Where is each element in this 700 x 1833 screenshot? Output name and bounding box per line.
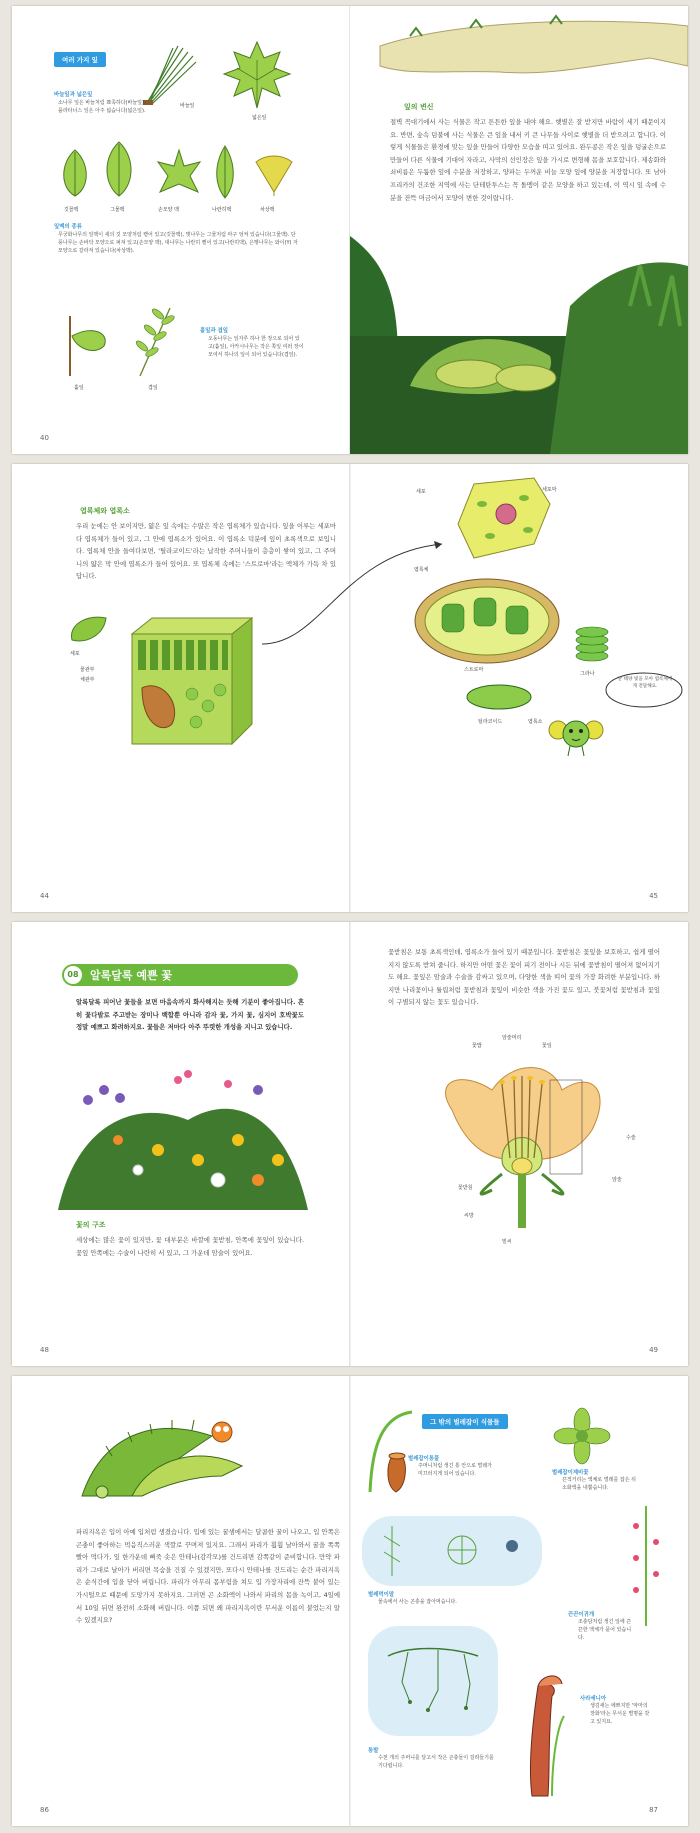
item-4-title: 끈끈이귀개 (568, 1612, 595, 1618)
chloroplast-label: 엽록체 (414, 567, 429, 573)
needle-text: 소나무 잎은 바늘처럼 뾰족하다(바늘잎). 플라타너스 잎은 아주 넓습니다(넓은잎). (58, 100, 146, 114)
page-number-left: 86 (40, 1806, 49, 1814)
right-body-text: 꽃받침은 보통 초록색인데, 엽록소가 들어 있기 때문입니다. 꽃받침은 꽃잎을 보호하고, 쉽게 떨어지지 않도록 받쳐 줍니다. 하지만 어떤 꽃은 꽃이 피기 전이나 시든 뒤에 꽃받침이 떨어져 없어지기도 해요. 꽃잎은 암술과 수술을 감싸고 있으며, 다양한 색을 띠어 꽃의 가장 화려한 부분입니다. 하지만 나리꽃이나 튤립처럼 꽃받침과 꽃잎이 비슷한 색을 가진 꽃도 있고, 붓꽃처럼 꽃받침과 꽃잎이 구별되지 않는 꽃도 있습니다. (388, 948, 660, 1007)
ovule-label: 밑씨 (502, 1239, 512, 1245)
gutter (349, 1376, 351, 1826)
section-badge: 그 밖의 벌레잡이 식물들 (422, 1414, 508, 1429)
chapter-title: 알록달록 예쁜 꽃 (90, 969, 173, 982)
spread-carnivorous (12, 1376, 688, 1826)
thylakoid-label: 틸라코이드 (478, 719, 503, 725)
vein-palm-label: 손모양 맥 (158, 207, 179, 213)
plant-cell-illustration (454, 474, 554, 564)
chapter-number: 08 (64, 966, 82, 984)
item-5-title: 통발 (368, 1748, 379, 1754)
venus-flytrap-illustration (72, 1396, 252, 1506)
stroma-label: 스트로마 (464, 667, 484, 673)
compound-leaf-illustration (130, 306, 186, 376)
gutter (349, 922, 351, 1366)
sepal-label: 꽃받침 (458, 1185, 473, 1191)
flower-garden-illustration (58, 1060, 308, 1210)
page-number-left: 40 (40, 434, 49, 442)
item-5-text: 수천 개의 주머니를 달고서 작은 곤충들이 걸려들기를 기다립니다. (378, 1755, 494, 1769)
grana-illustration (572, 624, 612, 664)
thylakoid-illustration (464, 682, 534, 712)
leaf-parallel-illustration (212, 144, 238, 200)
cell-label-top: 세포 (416, 489, 426, 495)
item-2-title: 벌레잡이제비꽃 (552, 1470, 589, 1476)
sarracenia-illustration (512, 1666, 572, 1796)
compound-subheading: 홑잎과 겹잎 (200, 328, 228, 334)
chloroplast-title: 엽록체와 엽록소 (80, 507, 130, 515)
spread-leaves (12, 6, 688, 454)
sundew-illustration (626, 1506, 666, 1626)
pollen-label: 꽃밥 (472, 1043, 482, 1049)
water-plant-illustration (362, 1516, 542, 1586)
grana-label: 그라나 (580, 671, 595, 677)
compound-text: 오동나무는 잎자루 하나 한 장으로 되어 있고(홑잎), 아카시나무는 작은 쪽잎 여러 장이 모여서 하나의 잎이 되어 있습니다(겹잎). (208, 336, 304, 358)
leaf-cross-section-illustration (122, 614, 262, 754)
broad-leaf-label: 넓은잎 (252, 115, 267, 121)
vein-fan-label: 차상맥 (260, 207, 275, 213)
item-2-text: 끈적거리는 액체로 벌레를 잡은 뒤 소화액을 내뿜습니다. (562, 1477, 636, 1491)
compound-leaf-label: 겹잎 (148, 385, 158, 391)
item-3-title: 벌레먹이말 (368, 1592, 395, 1598)
leaf-net-illustration (104, 140, 134, 200)
vein-parallel-label: 나란히맥 (212, 207, 232, 213)
needle-leaf-label: 바늘잎 (180, 103, 195, 109)
item-1-title: 벌레잡이통풀 (408, 1456, 440, 1462)
chlorophyll-label: 엽록소 (528, 719, 543, 725)
leaf-ginkgo-illustration (252, 152, 296, 196)
maple-broad-leaf-illustration (222, 40, 292, 110)
section-badge: 여러 가지 잎 (54, 52, 106, 67)
chloroplast-illustration (412, 576, 562, 666)
page-number-right: 87 (649, 1806, 658, 1814)
simple-leaf-label: 홑잎 (74, 385, 84, 391)
page-number-right: 45 (649, 892, 658, 900)
flower-structure-text: 세상에는 많은 꽃이 있지만, 꽃 대부분은 바깥에 꽃받침, 안쪽에 꽃잎이 있습니다. 꽃잎 안쪽에는 수술이 나란히 서 있고, 그 가운데 암술이 있어요. (76, 1236, 304, 1257)
cell-wall-label: 세포막 (542, 487, 557, 493)
chapter-intro: 알록달록 피어난 꽃들을 보면 마음속까지 화사해지는 듯해 기분이 좋아집니다. 흔히 꽃다발로 주고받는 장미나 백합뿐 아니라 감자 꽃, 가지 꽃, 심지어 호박꽃도 정말 예쁘고 화려하지요. 꽃들은 저마다 아주 뚜렷한 개성을 지니고 있습니다. (76, 998, 304, 1032)
item-3-text: 물속에서 사는 곤충을 잡아먹습니다. (378, 1599, 457, 1605)
flower-cross-section-illustration (432, 1050, 612, 1230)
spread-flowers (12, 922, 688, 1366)
item-6-title: 사라세니아 (580, 1696, 607, 1702)
xylem-label: 물관부 (80, 667, 95, 673)
bladderwort-illustration (368, 1626, 498, 1736)
cell-label-left: 세포 (70, 651, 80, 657)
stigma-label: 암술머리 (502, 1035, 522, 1041)
page-number-left: 44 (40, 892, 49, 900)
pistil-label: 암술 (612, 1177, 622, 1183)
ovary-label: 씨방 (464, 1213, 474, 1219)
item-6-text: 생김새는 에쁘지만 '악마의 장화'라는 무서운 별명을 갖고 있지요. (590, 1703, 650, 1725)
butterwort-illustration (552, 1406, 612, 1466)
vein-types-subheading: 잎맥의 종류 (54, 224, 82, 230)
phloem-label: 체관부 (80, 677, 95, 683)
item-1-text: 주머니처럼 생긴 통 안으로 벌레가 미끄러지게 되어 있습니다. (418, 1463, 492, 1477)
vein-net-label: 그물맥 (110, 207, 125, 213)
vein-smooth-label: 깃꼴맥 (64, 207, 79, 213)
page-number-left: 48 (40, 1346, 49, 1354)
stamen-label: 수술 (626, 1135, 636, 1141)
spread-chloroplast (12, 464, 688, 912)
petal-label: 꽃잎 (542, 1043, 552, 1049)
gutter (349, 464, 351, 912)
chloroplast-text: 우리 눈에는 안 보이지만, 얇은 잎 속에는 수많은 작은 엽록체가 있습니다. 잎을 이루는 세포마다 엽록체가 들어 있고, 그 안에 엽록소가 있어요. 이 엽록소 덕분에 잎이 초록색으로 보입니다. 엽록체 안을 들여다보면, '틸라코이드'라는 납작한 주머니들이 층층이 쌓여 있고, 그 주머니의 얇은 막 안에 엽록소가 들어 있어요. 또 엽록체 속에는 '스트로마'라는 액체가 가득 차 있답니다. (76, 522, 336, 581)
page-number-right: 49 (649, 1346, 658, 1354)
leaf-icon (68, 614, 108, 644)
speech-bubble: 난 태양 빛을 모아 엽록체에게 전달해요. (617, 677, 673, 689)
right-section-title: 잎의 변신 (404, 103, 434, 111)
flytrap-body-text: 파리지옥은 입이 아예 입처럼 생겼습니다. 입에 있는 꿀샘에서는 달콤한 꿀이 나오고, 입 안쪽은 곤충이 좋아하는 먹음직스러운 색깔로 꾸며져 있지요. 그래서 파리가 훨훨 날아와서 꿀을 쪽쪽 빨아 먹다가, 잎 한가운데 삐죽 솟은 안테나(감각모)를 건드리면 감쪽같이 준비합니다. 만약 파리가 그대로 날아가 버리면 목숨을 건질 수 있겠지만, 또다시 안테나를 건드리는 순간 파리지옥은 순식간에 입을 닫아 버립니다. 파리가 아무리 몸부림을 쳐도 입 가장자리에 잔뜩 붙어 있는 가시털으로 때문에 도망가지 못하지요. 그러면 곤 소화액이 나와서 파리의 몸을 녹이고, 4일에서 10일 뒤면 완전히 소화해 버립니다. 이쯤 되면 왜 파리지옥이란 무서운 이름이 붙었는지 알 수 있겠지요? (76, 1528, 340, 1625)
pitcher-plant-illustration (362, 1406, 422, 1496)
item-4-text: 조충담처럼 생긴 잎에 끈끈한 액체가 묻어 있습니다. (578, 1619, 632, 1641)
leaf-smooth-illustration (60, 148, 90, 198)
needle-subheading: 바늘잎과 넓은잎 (54, 92, 93, 98)
leaf-palm-illustration (154, 148, 204, 198)
cliff-jungle-illustration (350, 6, 688, 454)
flower-structure-title: 꽃의 구조 (76, 1221, 106, 1229)
vein-types-text: 무궁화나무의 잎맥이 새의 깃 모양처럼 뻗어 있고(깃꼴맥), 벚나무는 그물처럼 마구 엉켜 있습니다(그물맥). 단풍나무는 손바닥 모양으로 퍼져 있고(손모양 맥), 대나무는 나란히 뻗어 있고(나란히맥), 은행나무는 와이(Y) 자 모양으로 갈라져 있습니다(차상맥). (58, 232, 298, 254)
right-body-text: 절벽 꼭대기에서 사는 식물은 작고 튼튼한 잎을 내야 해요. 햇볕은 잘 받지만 바람이 세기 때문이지요. 반면, 숲속 덤불에 사는 식물은 큰 잎을 내서 키 큰 나무들 사이로 햇볕을 더 받으려고 합니다. 이렇게 식물들은 환경에 맞는 잎을 만들어 다양한 모습을 띠고 있어요. 완두콩은 작은 잎을 덩굴손으로 만들어 다른 식물에 기대어 자라고, 사막의 선인장은 잎을 가시로 변형해 몸을 보호합니다. 제송화와 쇠비름은 두툼한 잎에 수분을 저장하고, 양파는 두꺼운 비늘 모양 잎에 양분을 저장합니다. 또 남아프리카의 건조한 지역에 사는 단테탄투스는 꼭 돌멩이 같은 모양을 하고 있는데, 이 역시 잎 속에 수분을 잔뜩 머금어서 모양이 변한 것이랍니다. (390, 118, 666, 202)
chlorophyll-character (546, 710, 606, 760)
pine-needle-illustration (138, 46, 198, 106)
simple-leaf-illustration (64, 316, 114, 376)
